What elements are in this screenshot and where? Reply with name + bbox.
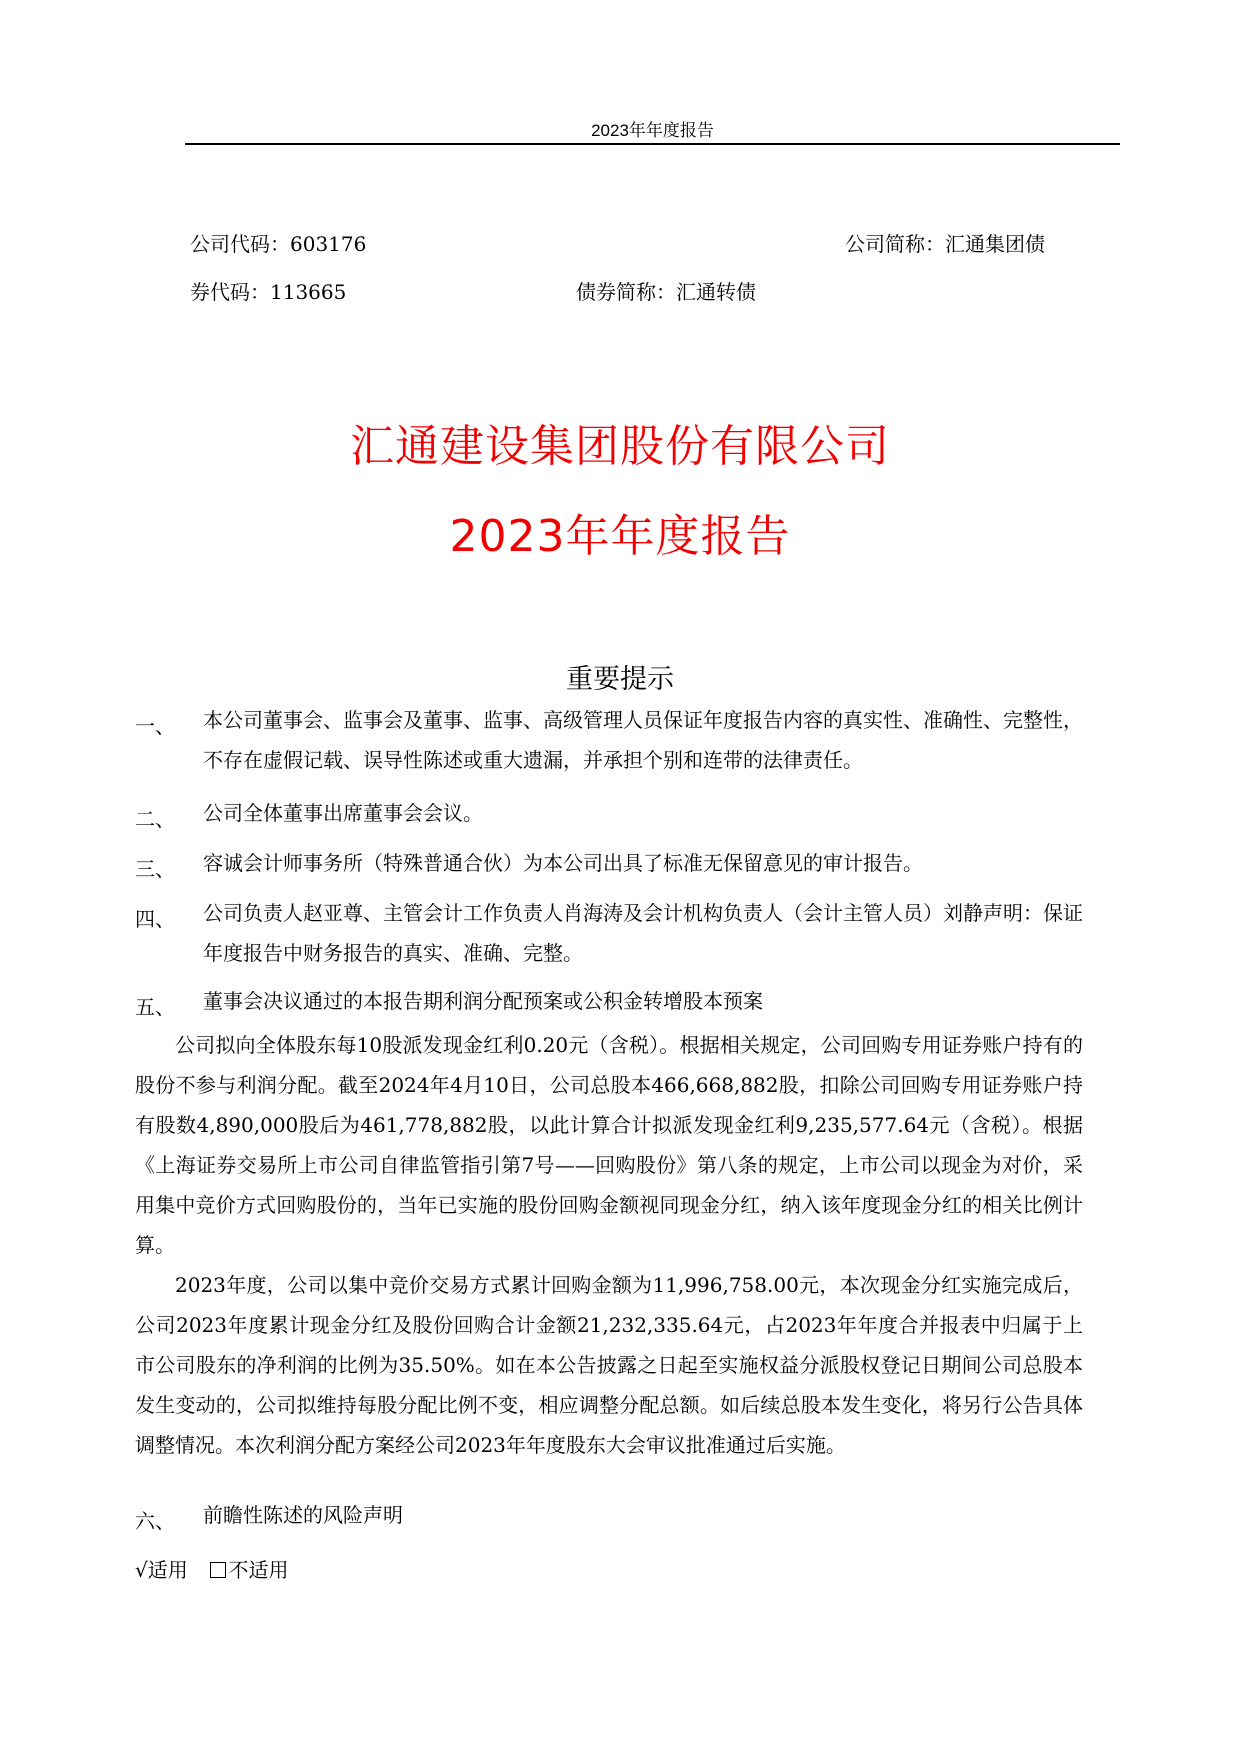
applicable-label: 适用	[147, 1558, 188, 1582]
company-name-title: 汇通建设集团股份有限公司	[350, 421, 890, 472]
item-text-1: 本公司董事会、监事会及董事、监事、高级管理人员保证年度报告内容的真实性、准确性、完整性，不存在虚假记载、误导性陈述或重大遗漏，并承担个别和连带的法律责任。	[203, 708, 1083, 772]
company-abbr: 公司简称：汇通集团债	[845, 232, 1045, 256]
not-applicable-label: 不适用	[228, 1558, 289, 1582]
header-rule	[185, 143, 1120, 145]
item-number-1: 一、	[135, 714, 175, 738]
item-text-5: 董事会决议通过的本报告期利润分配预案或公积金转增股本预案	[203, 989, 763, 1013]
applicability-row	[135, 1554, 288, 1583]
bond-abbr: 债券简称：汇通转债	[576, 280, 756, 304]
section-heading: 重要提示	[566, 664, 674, 695]
checked-mark-icon: √	[135, 1558, 148, 1582]
item-number-4: 四、	[135, 907, 175, 931]
item-text-2: 公司全体董事出席董事会会议。	[203, 801, 483, 825]
item-number-6: 六、	[135, 1509, 175, 1533]
report-name-title: 2023年年度报告	[449, 511, 791, 562]
item-number-2: 二、	[135, 807, 175, 831]
company-code: 公司代码：603176	[190, 232, 367, 256]
item-number-3: 三、	[135, 857, 175, 881]
item-text-4: 公司负责人赵亚尊、主管会计工作负责人肖海涛及会计机构负责人（会计主管人员）刘静声明：保证年度报告中财务报告的真实、准确、完整。	[203, 901, 1083, 965]
running-header: 2023年年度报告	[591, 121, 714, 140]
dividend-paragraph-1: 公司拟向全体股东每10股派发现金红利0.20元（含税）。根据相关规定，公司回购专用证券账户持有的股份不参与利润分配。截至2024年4月10日，公司总股本466,668,882股，扣除公司回购专用证券账户持有股数4,890,000股后为461,778,882股，以此计算合计拟派发现金红利9,235,577.64元（含税）。根据《上海证券交易所上市公司自律监管指引第7号——回购股份》第八条的规定，上市公司以现金为对价，采用集中竞价方式回购股份的，当年已实施的股份回购金额视同现金分红，纳入该年度现金分红的相关比例计算。	[135, 1033, 1083, 1257]
bond-code: 券代码：113665	[190, 280, 347, 304]
dividend-paragraph-2: 2023年度，公司以集中竞价交易方式累计回购金额为11,996,758.00元，本次现金分红实施完成后，公司2023年度累计现金分红及股份回购合计金额21,232,335.64元，占2023年年度合并报表中归属于上市公司股东的净利润的比例为35.50%。如在本公告披露之日起至实施权益分派股权登记日期间公司总股本发生变动的，公司拟维持每股分配比例不变，相应调整分配总额。如后续总股本发生变化，将另行公告具体调整情况。本次利润分配方案经公司2023年年度股东大会审议批准通过后实施。	[135, 1273, 1083, 1457]
item-text-3: 容诚会计师事务所（特殊普通合伙）为本公司出具了标准无保留意见的审计报告。	[203, 851, 923, 875]
unchecked-box-icon	[210, 1562, 226, 1578]
item-number-5: 五、	[135, 995, 175, 1019]
item-text-6: 前瞻性陈述的风险声明	[203, 1503, 403, 1527]
